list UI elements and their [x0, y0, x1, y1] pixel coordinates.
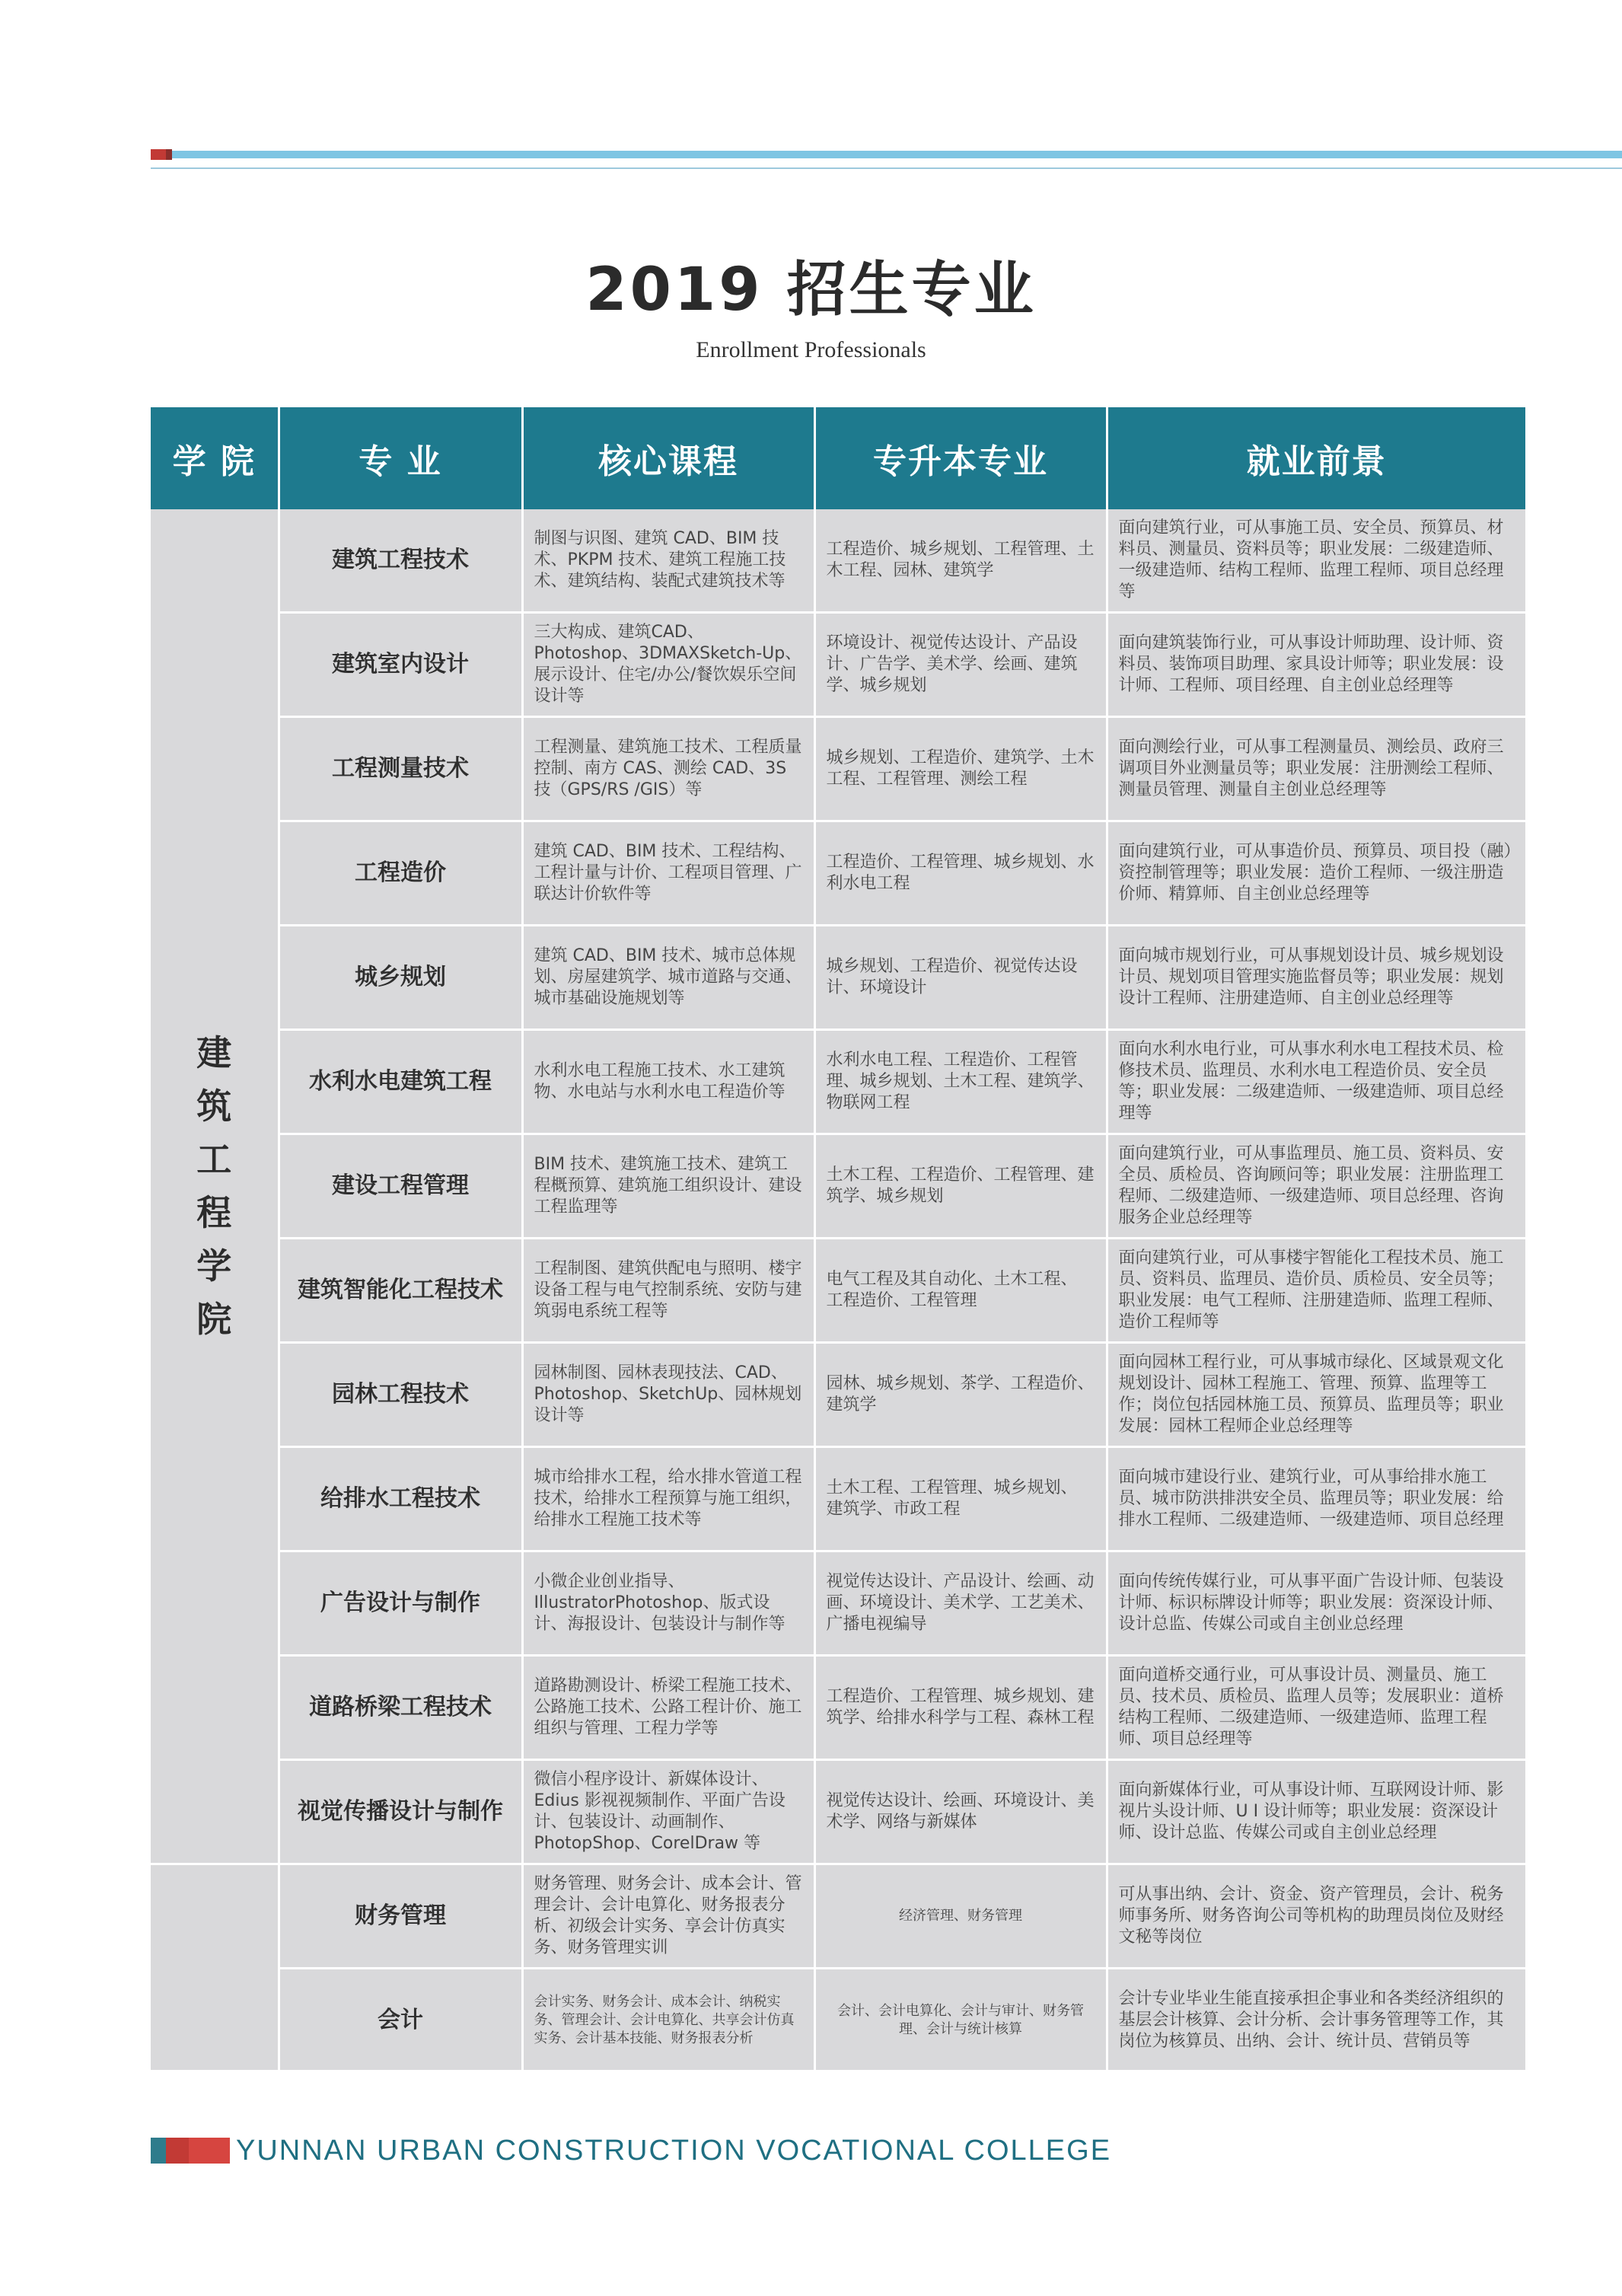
upgrade-cell: 土木工程、工程管理、城乡规划、 建筑学、市政工程 — [814, 1447, 1107, 1551]
top-thin-rule — [151, 167, 1622, 169]
career-cell: 面向城市建设行业、建筑行业，可从事给排水施工员、城市防洪排洪安全员、监理员等；职业发展：给排水工程师、二级建造师、一级建造师、项目总经理 — [1107, 1447, 1525, 1551]
career-cell: 面向建筑装饰行业，可从事设计师助理、设计师、资料员、装饰项目助理、家具设计师等；职业发展：设计师、工程师、项目经理、自主创业总经理等 — [1107, 613, 1525, 717]
career-cell: 面向建筑行业，可从事楼宇智能化工程技术员、施工员、资料员、监理员、造价员、质检员、安全员等；职业发展：电气工程师、注册建造师、监理工程师、造价工程师等 — [1107, 1239, 1525, 1343]
courses-cell: 财务管理、财务会计、成本会计、管理会计、会计电算化、财务报表分析、初级会计实务、享会计仿真实务、财务管理实训 — [522, 1864, 814, 1969]
major-cell: 建筑室内设计 — [279, 613, 522, 717]
courses-cell: 小微企业创业指导、IllustratorPhotoshop、版式设计、海报设计、包装设计与制作等 — [522, 1551, 814, 1656]
header-upgrade: 专升本专业 — [814, 407, 1107, 509]
upgrade-cell: 城乡规划、工程造价、视觉传达设计、环境设计 — [814, 926, 1107, 1030]
courses-cell: 园林制图、园林表现技法、CAD、Photoshop、SketchUp、园林规划设计等 — [522, 1343, 814, 1447]
career-cell: 面向城市规划行业，可从事规划设计员、城乡规划设计员、规划项目管理实施监督员等；职业发展：规划设计工程师、注册建造师、自主创业总经理等 — [1107, 926, 1525, 1030]
career-cell: 面向建筑行业，可从事监理员、施工员、资料员、安全员、质检员、咨询顾问等；职业发展：注册监理工程师、二级建造师、一级建造师、项目总经理、咨询服务企业总经理等 — [1107, 1134, 1525, 1239]
career-cell: 会计专业毕业生能直接承担企事业和各类经济组织的基层会计核算、会计分析、会计事务管理等工作，其岗位为核算员、出纳、会计、统计员、营销员等 — [1107, 1969, 1525, 2073]
upgrade-cell: 经济管理、财务管理 — [814, 1864, 1107, 1969]
career-cell: 面向新媒体行业，可从事设计师、互联网设计师、影视片头设计师、U I 设计师等；职业发展：资深设计师、设计总监、传媒公司或自主创业总经理 — [1107, 1760, 1525, 1864]
courses-cell: 三大构成、建筑CAD、Photoshop、3DMAXSketch-Up、展示设计、住宅/办公/餐饮娱乐空间设计等 — [522, 613, 814, 717]
table-row — [151, 821, 1525, 926]
upgrade-cell: 环境设计、视觉传达设计、产品设计、广告学、美术学、绘画、建筑学、城乡规划 — [814, 613, 1107, 717]
upgrade-cell: 工程造价、工程管理、城乡规划、建筑学、给排水科学与工程、森林工程 — [814, 1656, 1107, 1760]
major-cell: 建筑工程技术 — [279, 509, 522, 613]
major-cell: 视觉传播设计与制作 — [279, 1760, 522, 1864]
courses-cell: 城市给排水工程，给水排水管道工程技术，给排水工程预算与施工组织，给排水工程施工技术等 — [522, 1447, 814, 1551]
table-row — [151, 1030, 1525, 1134]
courses-cell: 微信小程序设计、新媒体设计、Edius 影视视频制作、平面广告设计、包装设计、动画制作、PhotopShop、CorelDraw 等 — [522, 1760, 814, 1864]
career-cell: 可从事出纳、会计、资金、资产管理员，会计、税务师事务所、财务咨询公司等机构的助理员岗位及财经文秘等岗位 — [1107, 1864, 1525, 1969]
page-subtitle: Enrollment Professionals — [696, 337, 926, 362]
career-cell: 面向水利水电行业，可从事水利水电工程技术员、检修技术员、监理员、水利水电工程造价员、安全员等；职业发展：二级建造师、一级建造师、项目总经理等 — [1107, 1030, 1525, 1134]
major-cell: 建筑智能化工程技术 — [279, 1239, 522, 1343]
major-cell: 园林工程技术 — [279, 1343, 522, 1447]
table-row — [151, 1969, 1525, 2073]
career-cell: 面向传统传媒行业，可从事平面广告设计师、包装设计师、标识标牌设计师等；职业发展：资深设计师、设计总监、传媒公司或自主创业总经理 — [1107, 1551, 1525, 1656]
upgrade-cell: 工程造价、城乡规划、工程管理、土木工程、园林、建筑学 — [814, 509, 1107, 613]
college-cell-finance — [151, 1864, 279, 2073]
major-cell: 道路桥梁工程技术 — [279, 1656, 522, 1760]
major-cell: 广告设计与制作 — [279, 1551, 522, 1656]
upgrade-cell: 工程造价、工程管理、城乡规划、水利水电工程 — [814, 821, 1107, 926]
table-row — [151, 717, 1525, 821]
major-cell: 工程造价 — [279, 821, 522, 926]
footer-red-block — [166, 2138, 189, 2164]
upgrade-cell: 视觉传达设计、绘画、环境设计、美术学、网络与新媒体 — [814, 1760, 1107, 1864]
courses-cell: 工程制图、建筑供配电与照明、楼宇设备工程与电气控制系统、安防与建筑弱电系统工程等 — [522, 1239, 814, 1343]
table-row — [151, 1864, 1525, 1969]
major-cell: 财务管理 — [279, 1864, 522, 1969]
header-major: 专 业 — [279, 407, 522, 509]
header-college: 学 院 — [151, 407, 279, 509]
courses-cell: 建筑 CAD、BIM 技术、工程结构、工程计量与计价、工程项目管理、广联达计价软件等 — [522, 821, 814, 926]
courses-cell: 会计实务、财务会计、成本会计、纳税实务、管理会计、会计电算化、共享会计仿真实务、会计基本技能、财务报表分析 — [522, 1969, 814, 2073]
table-row — [151, 1447, 1525, 1551]
footer-college-name: YUNNAN URBAN CONSTRUCTION VOCATIONAL COLLEGE — [236, 2135, 1112, 2167]
table-row — [151, 613, 1525, 717]
upgrade-cell: 水利水电工程、工程造价、工程管理、城乡规划、土木工程、建筑学、物联网工程 — [814, 1030, 1107, 1134]
career-cell: 面向测绘行业，可从事工程测量员、测绘员、政府三调项目外业测量员等；职业发展：注册测绘工程师、测量员管理、测量自主创业总经理等 — [1107, 717, 1525, 821]
table-row — [151, 1134, 1525, 1239]
courses-cell: 建筑 CAD、BIM 技术、城市总体规划、房屋建筑学、城市道路与交通、城市基础设施规划等 — [522, 926, 814, 1030]
table-row — [151, 1656, 1525, 1760]
header-career: 就业前景 — [1107, 407, 1525, 509]
major-cell: 工程测量技术 — [279, 717, 522, 821]
courses-cell: 工程测量、建筑施工技术、工程质量控制、南方 CAS、测绘 CAD、3S 技（GPS/RS /GIS）等 — [522, 717, 814, 821]
courses-cell: 制图与识图、建筑 CAD、BIM 技术、PKPM 技术、建筑工程施工技术、建筑结构、装配式建筑技术等 — [522, 509, 814, 613]
footer-banner — [151, 2135, 1254, 2167]
career-cell: 面向建筑行业，可从事施工员、安全员、预算员、材料员、测量员、资料员等；职业发展：二级建造师、一级建造师、结构工程师、监理工程师、项目总经理等 — [1107, 509, 1525, 613]
footer-bright-red-block — [189, 2138, 230, 2164]
career-cell: 面向道桥交通行业，可从事设计员、测量员、施工员、技术员、质检员、监理人员等；发展职业：道桥结构工程师、二级建造师、一级建造师、监理工程师、项目总经理等 — [1107, 1656, 1525, 1760]
top-rule-red-block — [151, 149, 166, 160]
courses-cell: BIM 技术、建筑施工技术、建筑工程概预算、建筑施工组织设计、建设工程监理等 — [522, 1134, 814, 1239]
upgrade-cell: 土木工程、工程造价、工程管理、建筑学、城乡规划 — [814, 1134, 1107, 1239]
table-row — [151, 926, 1525, 1030]
table-row — [151, 1551, 1525, 1656]
college-cell-architecture — [151, 509, 279, 1864]
major-cell: 城乡规划 — [279, 926, 522, 1030]
top-rule-dark-red-block — [166, 149, 172, 160]
upgrade-cell: 城乡规划、工程造价、建筑学、土木工程、工程管理、测绘工程 — [814, 717, 1107, 821]
college-name: 建筑工程学院 — [196, 1032, 232, 1340]
career-cell: 面向园林工程行业，可从事城市绿化、区域景观文化规划设计、园林工程施工、管理、预算、监理等工作；岗位包括园林施工员、预算员、监理员等；职业发展：园林工程师企业总经理等 — [1107, 1343, 1525, 1447]
table-row — [151, 1343, 1525, 1447]
courses-cell: 道路勘测设计、桥梁工程施工技术、公路施工技术、公路工程计价、施工组织与管理、工程力学等 — [522, 1656, 814, 1760]
top-rule-blue-bar — [172, 151, 1622, 158]
upgrade-cell: 电气工程及其自动化、土木工程、 工程造价、工程管理 — [814, 1239, 1107, 1343]
upgrade-cell: 视觉传达设计、产品设计、绘画、动画、环境设计、美术学、工艺美术、广播电视编导 — [814, 1551, 1107, 1656]
upgrade-cell: 园林、城乡规划、茶学、工程造价、建筑学 — [814, 1343, 1107, 1447]
table-row — [151, 1239, 1525, 1343]
table-row — [151, 1760, 1525, 1864]
major-cell: 会计 — [279, 1969, 522, 2073]
upgrade-cell: 会计、会计电算化、会计与审计、财务管理、会计与统计核算 — [814, 1969, 1107, 2073]
footer-teal-block — [151, 2138, 166, 2164]
header-courses: 核心课程 — [522, 407, 814, 509]
table-row — [151, 509, 1525, 613]
top-rule — [151, 149, 1622, 161]
courses-cell: 水利水电工程施工技术、水工建筑物、水电站与水利水电工程造价等 — [522, 1030, 814, 1134]
career-cell: 面向建筑行业，可从事造价员、预算员、项目投（融）资控制管理等；职业发展：造价工程师、一级注册造价师、精算师、自主创业总经理等 — [1107, 821, 1525, 926]
table-header-row — [151, 407, 1525, 509]
enrollment-table-wrap — [151, 407, 1525, 2070]
major-cell: 建设工程管理 — [279, 1134, 522, 1239]
enrollment-table — [151, 407, 1525, 2074]
major-cell: 给排水工程技术 — [279, 1447, 522, 1551]
major-cell: 水利水电建筑工程 — [279, 1030, 522, 1134]
page-title: 2019 招生专业 — [585, 256, 1037, 324]
